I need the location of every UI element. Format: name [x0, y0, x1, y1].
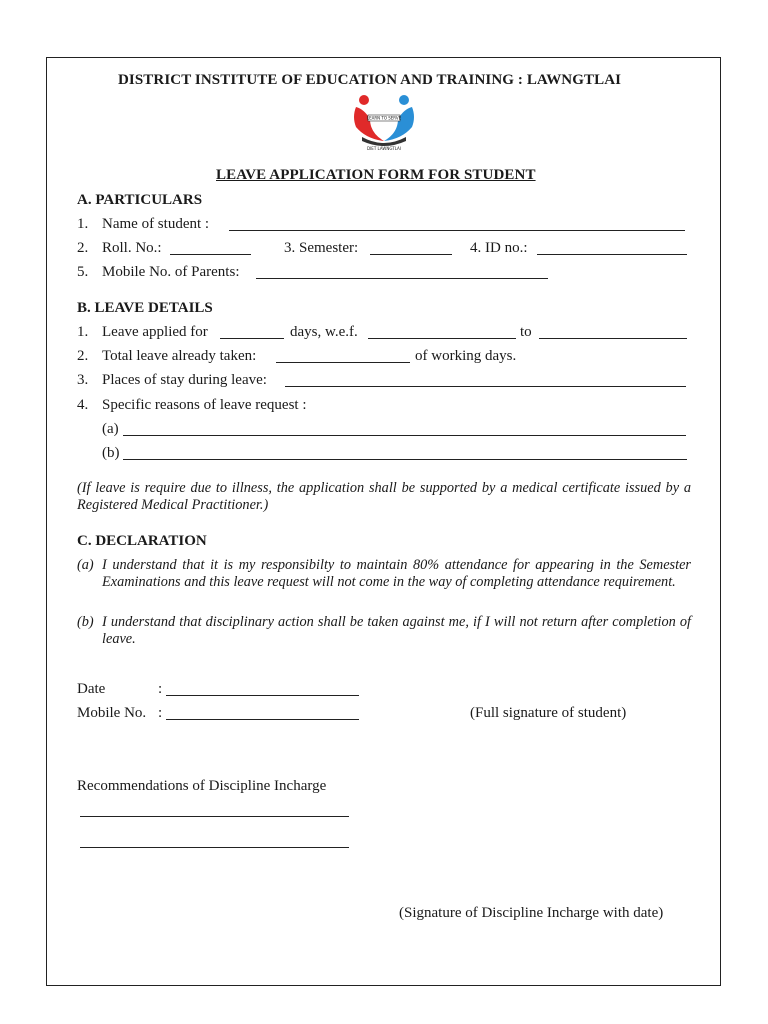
mobile-colon: :	[158, 705, 163, 721]
item-number: 2.	[77, 240, 89, 256]
leave-from-field[interactable]	[368, 338, 516, 339]
reasons-label: Specific reasons of leave request :	[102, 397, 307, 413]
reason-b-field[interactable]	[123, 459, 687, 460]
student-name-label: Name of student :	[102, 216, 210, 232]
mobile-label: Mobile No.	[77, 705, 147, 721]
declaration-b-label: (b)	[77, 614, 94, 630]
parents-mobile-field[interactable]	[256, 278, 548, 279]
form-title: LEAVE APPLICATION FORM FOR STUDENT	[216, 167, 536, 183]
recommendation-line-1[interactable]	[80, 816, 349, 817]
student-signature-label: (Full signature of student)	[470, 705, 627, 721]
semester-field[interactable]	[370, 254, 452, 255]
recommendations-label: Recommendations of Discipline Incharge	[77, 778, 327, 794]
roll-no-label: Roll. No.:	[102, 240, 162, 256]
to-label: to	[520, 324, 532, 340]
student-name-field[interactable]	[229, 230, 685, 231]
leave-taken-label: Total leave already taken:	[102, 348, 257, 364]
parents-mobile-label: Mobile No. of Parents:	[102, 264, 240, 280]
reason-a-label: (a)	[102, 421, 119, 437]
working-days-label: of working days.	[415, 348, 517, 364]
logo-bottom-text: DIET LAWNGTLAI	[367, 146, 401, 151]
leave-applied-label: Leave applied for	[102, 324, 208, 340]
item-number: 3.	[77, 372, 89, 388]
place-of-stay-label: Places of stay during leave:	[102, 372, 267, 388]
reason-a-field[interactable]	[123, 435, 686, 436]
leave-to-field[interactable]	[539, 338, 687, 339]
item-number: 4.	[77, 397, 89, 413]
item-number: 2.	[77, 348, 89, 364]
incharge-signature-label: (Signature of Discipline Incharge with date)	[399, 905, 664, 921]
date-field[interactable]	[166, 695, 359, 696]
section-a-heading: A. PARTICULARS	[77, 192, 203, 208]
logo-top-text: LEARN TO SERVE	[366, 115, 402, 121]
id-no-label: 4. ID no.:	[470, 240, 528, 256]
roll-no-field[interactable]	[170, 254, 251, 255]
logo-blue-figure	[384, 107, 414, 141]
recommendation-line-2[interactable]	[80, 847, 349, 848]
diet-logo	[348, 93, 420, 153]
place-of-stay-field[interactable]	[285, 386, 686, 387]
leave-taken-field[interactable]	[276, 362, 410, 363]
medical-note: (If leave is require due to illness, the application shall be supported by a medical certificate issued by a Registered Medical Practitioner.)	[77, 480, 691, 513]
declaration-a-label: (a)	[77, 557, 94, 573]
logo-red-figure-head	[359, 95, 369, 105]
leave-days-field[interactable]	[220, 338, 284, 339]
date-colon: :	[158, 681, 163, 697]
logo-red-figure	[354, 107, 384, 141]
declaration-b-text: I understand that disciplinary action shall be taken against me, if I will not return after completion of leave.	[102, 614, 691, 647]
logo-book	[362, 137, 406, 146]
institute-name: DISTRICT INSTITUTE OF EDUCATION AND TRAINING : LAWNGTLAI	[118, 72, 622, 88]
id-no-field[interactable]	[537, 254, 687, 255]
section-b-heading: B. LEAVE DETAILS	[77, 300, 213, 316]
mobile-field[interactable]	[166, 719, 359, 720]
declaration-a-text: I understand that it is my responsibilty to maintain 80% attendance for appearing in the Semester Examinations and this leave request will not come in the way of completing attendance requirement.	[102, 557, 691, 590]
item-number: 1.	[77, 324, 89, 340]
days-wef-label: days, w.e.f.	[290, 324, 358, 340]
section-c-heading: C. DECLARATION	[77, 533, 207, 549]
item-number: 5.	[77, 264, 89, 280]
reason-b-label: (b)	[102, 445, 120, 461]
logo-blue-figure-head	[399, 95, 409, 105]
semester-label: 3. Semester:	[284, 240, 359, 256]
date-label: Date	[77, 681, 106, 697]
item-number: 1.	[77, 216, 89, 232]
